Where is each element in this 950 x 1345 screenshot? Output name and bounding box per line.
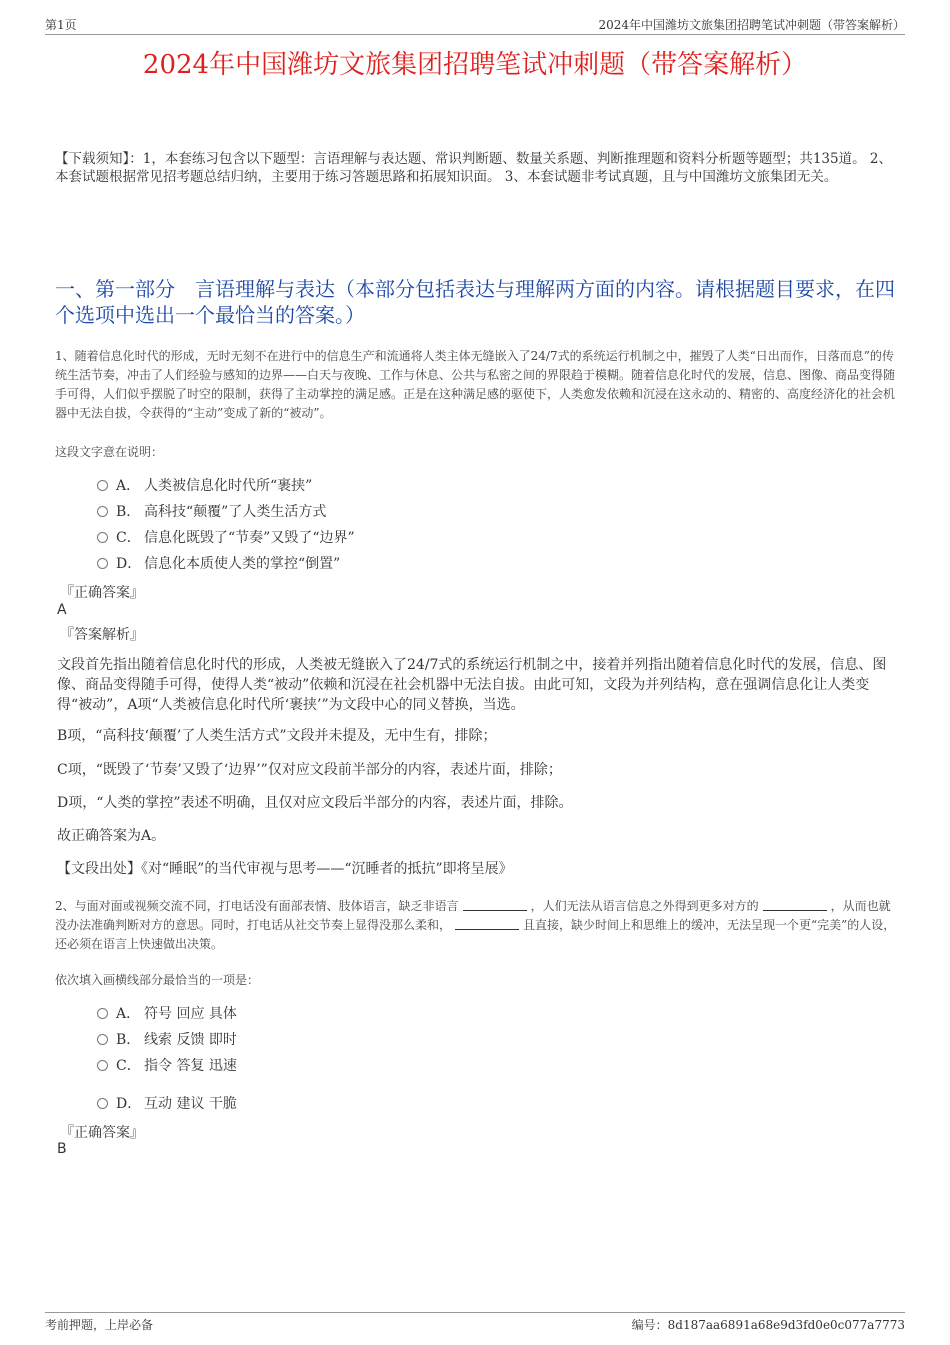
blank-line [763, 898, 827, 911]
question-2-answer: B [57, 1141, 67, 1157]
question-1-answer-label: 『正确答案』 [60, 585, 144, 601]
question-2-answer-label: 『正确答案』 [60, 1125, 144, 1141]
radio-icon[interactable] [97, 506, 108, 517]
blank-line [455, 917, 519, 930]
blank-line [463, 898, 527, 911]
question-1-ask: 这段文字意在说明： [55, 445, 164, 459]
document-title: 2024年中国潍坊文旅集团招聘笔试冲刺题（带答案解析） [142, 50, 808, 80]
question-1-analysis-b: B项，“高科技‘颠覆’了人类生活方式”文段并未提及，无中生有，排除； [57, 728, 497, 744]
radio-icon[interactable] [97, 1008, 108, 1019]
radio-icon[interactable] [97, 480, 108, 491]
question-2-option-c[interactable]: C． 指令 答复 迅速 [97, 1056, 237, 1076]
question-1-analysis-d: D项，“人类的掌控”表述不明确，且仅对应文段后半部分的内容，表述片面，排除。 [57, 795, 573, 811]
page-header [45, 14, 905, 35]
question-1-option-c[interactable]: C． 信息化既毁了“节奏”又毁了“边界” [97, 528, 355, 548]
question-1-conclusion: 故正确答案为A。 [57, 828, 166, 844]
question-1-analysis-c: C项，“既毁了‘节奏’又毁了‘边界’”仅对应文段前半部分的内容，表述片面，排除； [57, 762, 562, 778]
question-1-stem: 1、随着信息化时代的形成，无时无刻不在进行中的信息生产和流通将人类主体无缝嵌入了24/7式的系统运行机制之中，摧毁了人类“日出而作，日落而息”的传统生活节奏，冲击了人们经验与感知的边界——白天与夜晚、工作与休息、公共与私密之间的界限趋于模糊。随着信息化时代的发展，信息、图像、商品变得随手可得，人们似乎摆脱了时空的限制，获得了主动掌控的满足感。正是在这种满足感的驱使下，人类愈发依赖和沉浸在这永动的、精密的、高度经济化的社会机器中无法自拔，令获得的“主动”变成了新的“被动”。 [55, 349, 896, 420]
page-number: 第1页 [45, 18, 77, 32]
page-footer [45, 1312, 905, 1333]
footer-slogan: 考前押题，上岸必备 [45, 1318, 154, 1332]
section-heading: 一、第一部分 言语理解与表达（本部分包括表达与理解两方面的内容。请根据题目要求，在四个选项中选出一个最恰当的答案。） [55, 277, 895, 327]
question-1-option-b[interactable]: B． 高科技“颠覆”了人类生活方式 [97, 502, 326, 522]
radio-icon[interactable] [97, 1060, 108, 1071]
question-2-option-b[interactable]: B． 线索 反馈 即时 [97, 1030, 237, 1050]
download-notice: 【下载须知】：1，本套练习包含以下题型：言语理解与表达题、常识判断题、数量关系题、判断推理题和资料分析题等题型；共135道。 2、本套试题根据常见招考题总结归纳，主要用于练习答题思路和拓展知识面。 3、本套试题非考试真题，且与中国潍坊文旅集团无关。 [55, 151, 892, 185]
footer-doc-id: 编号：8d187aa6891a68e9d3fd0e0c077a7773 [631, 1318, 905, 1332]
question-2-ask: 依次填入画横线部分最恰当的一项是： [55, 973, 260, 987]
radio-icon[interactable] [97, 1034, 108, 1045]
question-2-option-d[interactable]: D． 互动 建议 干脆 [97, 1094, 237, 1114]
header-doc-title: 2024年中国潍坊文旅集团招聘笔试冲刺题（带答案解析） [598, 18, 905, 32]
radio-icon[interactable] [97, 558, 108, 569]
question-1-source: 【文段出处】《对“睡眠”的当代审视与思考——“沉睡者的抵抗”即将呈展》 [57, 861, 513, 877]
radio-icon[interactable] [97, 1098, 108, 1109]
question-1-answer: A [57, 602, 67, 618]
question-2-stem: 2、与面对面或视频交流不同，打电话没有面部表情、肢体语言，缺乏非语言 ，人们无法从语言信息之外得到更多对方的 ，从而也就没办法准确判断对方的意思。同时，打电话从社交节奏上显得没那么柔和， 且直接，缺少时间上和思维上的缓冲，无法呈现一个更“完美”的人设，还必须在语言上快速做出决策。 [55, 899, 896, 951]
question-1-option-d[interactable]: D． 信息化本质使人类的掌控“倒置” [97, 554, 340, 574]
radio-icon[interactable] [97, 532, 108, 543]
question-1-analysis-main: 文段首先指出随着信息化时代的形成，人类被无缝嵌入了24/7式的系统运行机制之中，接着并列指出随着信息化时代的发展，信息、图像、商品变得随手可得，使得人类“被动”依赖和沉浸在社会机器中无法自拔。由此可知，文段为并列结构，意在强调信息化让人类变得“被动”，A项“人类被信息化时代所‘裹挟’”为文段中心的同义替换，当选。 [57, 657, 887, 713]
question-2-option-a[interactable]: A． 符号 回应 具体 [97, 1004, 237, 1024]
question-1-analysis-label: 『答案解析』 [60, 627, 144, 643]
question-1-option-a[interactable]: A． 人类被信息化时代所“裹挟” [97, 476, 312, 496]
